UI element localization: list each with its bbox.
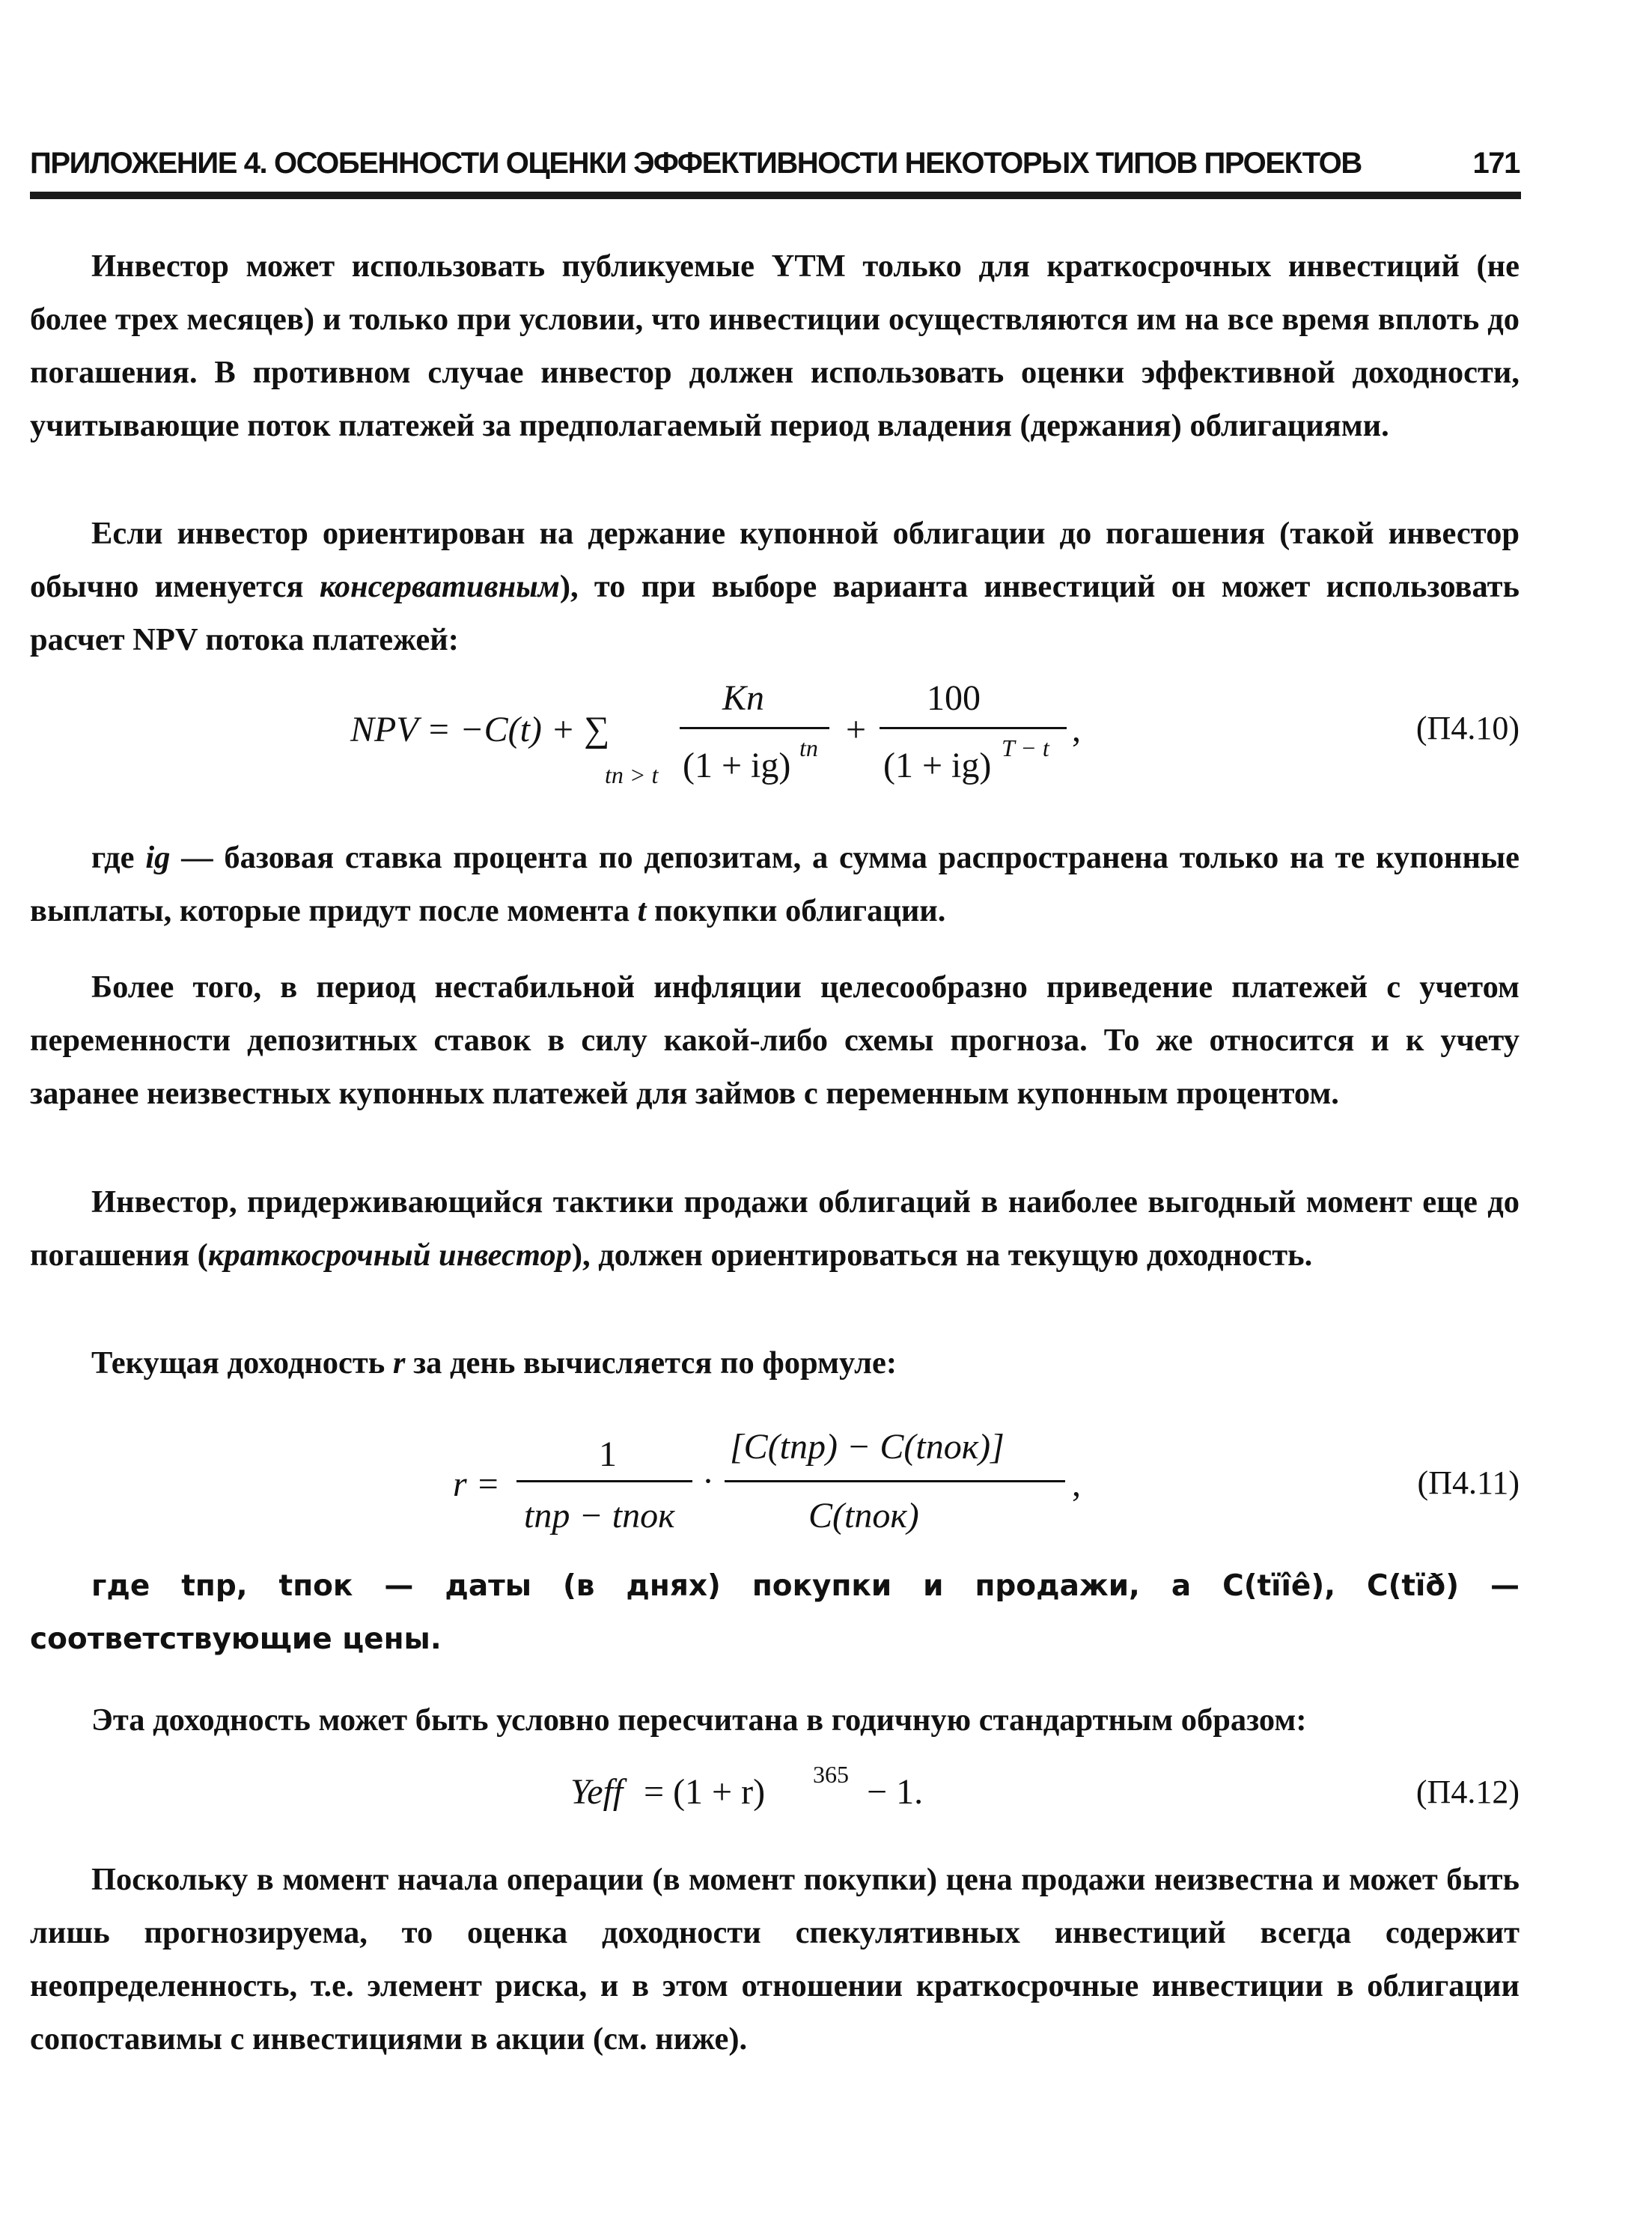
denominator-1: (1 + ig) [683, 746, 791, 785]
formula-p4-11 [30, 1411, 1520, 1546]
variable-ig: ig [145, 840, 171, 875]
fraction-bar [516, 1480, 692, 1482]
fraction-bar [725, 1480, 1065, 1482]
equation-number: (П4.11) [1417, 1464, 1520, 1501]
numerator-price-diff: [C(tпр) − C(tпок)] [730, 1427, 1005, 1467]
plus-sign: + [846, 710, 867, 749]
paragraph-5-text-a: Инвестор, придерживающийся тактики продажи облигаций в наиболее выгодный момент еще до погашения ( [30, 1184, 1520, 1273]
formula-rhs: = (1 + r) [644, 1772, 766, 1812]
header-title: ПРИЛОЖЕНИЕ 4. ОСОБЕННОСТИ ОЦЕНКИ ЭФФЕКТИВНОСТИ НЕКОТОРЫХ ТИПОВ ПРОЕКТОВ [30, 147, 1362, 180]
numerator-100: 100 [927, 678, 981, 718]
paragraph-3 [30, 831, 1520, 937]
document-page [30, 0, 1527, 2237]
denominator-2: (1 + ig) [883, 746, 992, 785]
numerator-1: 1 [599, 1434, 617, 1474]
paragraph-5 [30, 1175, 1520, 1282]
paragraph-6 [30, 1336, 1520, 1390]
paragraph-6-text-b: за день вычисляется по формуле: [405, 1345, 897, 1381]
paragraph-3-text-c: покупки облигации. [646, 893, 946, 928]
comma: , [1072, 710, 1081, 749]
sum-subscript: tn > t [605, 761, 659, 788]
exponent-365: 365 [813, 1761, 849, 1788]
variable-t: t [637, 893, 647, 928]
paragraph-4: Более того, в период нестабильной инфляции целесообразно приведение платежей с учетом переменности депозитных ставок в силу какой-либо схемы прогноза. То же относится и к учету заранее неизвестных купонных платежей для займов с переменным купонным процентом. [30, 970, 1520, 1111]
variable-r: r [392, 1345, 406, 1381]
paragraph-2-text-a: Если инвестор ориентирован на держание купонной облигации до погашения (такой инвестор обычно именуется [30, 516, 1520, 604]
exponent-tn: tn [799, 734, 818, 761]
comma: , [1072, 1464, 1081, 1504]
term-short-term-investor: краткосрочный инвестор [207, 1238, 572, 1273]
paragraph-5-text-b: ), должен ориентироваться на текущую доходность. [571, 1238, 1313, 1273]
multiplication-dot: · [702, 1461, 714, 1501]
equation-number: (П4.10) [1415, 710, 1520, 746]
paragraph-1: Инвестор может использовать публикуемые YTM только для краткосрочных инвестиций (не более трех месяцев) и только при условии, что инвестиции осуществляются им на все время вплоть до погашения. В противном случае инвестор должен использовать оценки эффективной доходности, учитывающие поток платежей за предполагаемый период владения (держания) облигациями. [30, 249, 1520, 443]
page-number: 171 [1472, 147, 1520, 180]
paragraph-7: где tпр, tпок — даты (в днях) покупки и продажи, а C(tïîê), C(tïð) — соответствующие цены. [30, 1569, 1520, 1656]
formula-lhs: Yeff [570, 1772, 624, 1812]
header-rule [30, 192, 1521, 199]
paragraph-3-text-b: — базовая ставка процента по депозитам, а сумма распространена только на те купонные выплаты, которые придут после момента [30, 840, 1520, 928]
formula-p4-12 [30, 1761, 1520, 1827]
paragraph-6-text-a: Текущая доходность [91, 1345, 393, 1381]
formula-p4-10 [30, 678, 1520, 812]
paragraph-3-text-a: где [91, 840, 146, 875]
fraction-bar [880, 727, 1067, 729]
running-header [30, 147, 1520, 180]
denominator-dates: tпр − tпок [524, 1496, 675, 1536]
denominator-price: C(tпок) [808, 1496, 919, 1536]
formula-lhs: r = [453, 1464, 501, 1504]
paragraph-2 [30, 507, 1520, 666]
fraction-bar [680, 727, 829, 729]
paragraph-8: Эта доходность может быть условно пересчитана в годичную стандартным образом: [91, 1702, 1307, 1738]
formula-tail: − 1. [867, 1772, 924, 1812]
paragraph-2-text-b: ), то при выборе варианта инвестиций он может использовать расчет NPV потока платежей: [30, 569, 1520, 657]
exponent-t: T − t [1002, 734, 1049, 761]
term-conservative: консервативным [319, 569, 560, 604]
numerator-kn: Kn [722, 678, 765, 718]
formula-lhs: NPV = −C(t) + ∑ [350, 710, 610, 749]
equation-number: (П4.12) [1415, 1774, 1520, 1810]
paragraph-9: Поскольку в момент начала операции (в момент покупки) цена продажи неизвестна и может быть лишь прогнозируема, то оценка доходности спекулятивных инвестиций всегда содержит неопределенность, т.е. элемент риска, и в этом отношении краткосрочные инвестиции в облигации сопоставимы с инвестициями в акции (см. ниже). [30, 1862, 1520, 2057]
